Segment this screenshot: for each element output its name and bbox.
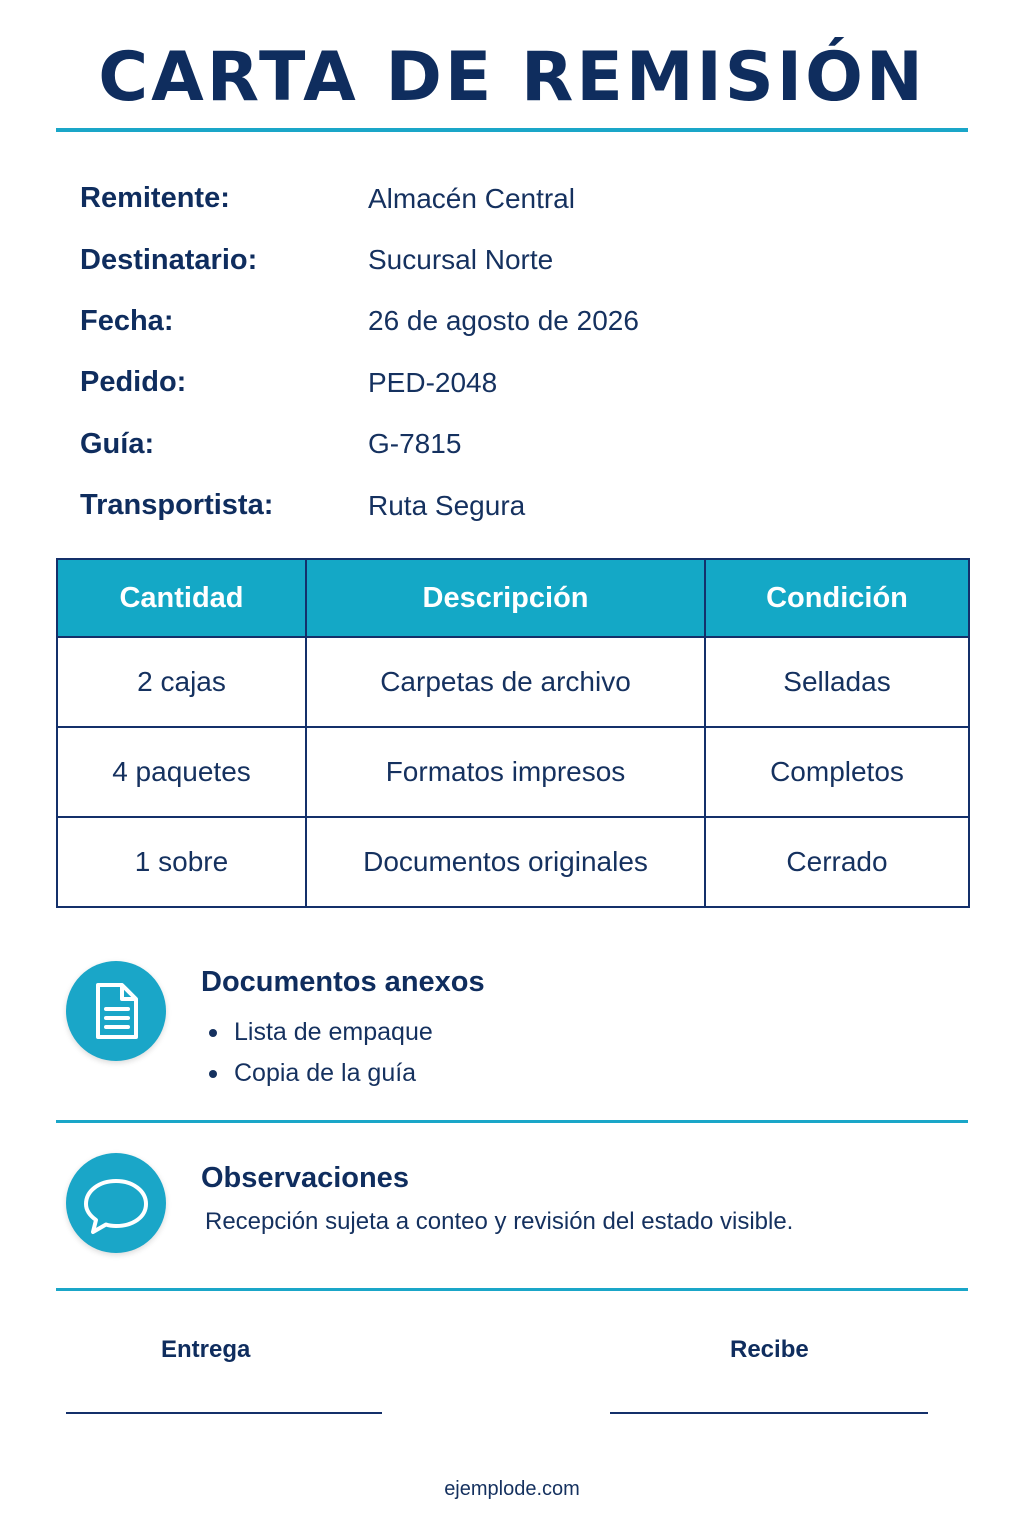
signature-label-receives: Recibe [730,1336,809,1363]
table-cell: 2 cajas [57,637,306,727]
info-row-date [80,291,960,352]
info-label: Transportista: [80,489,274,522]
annexes-list [206,1012,433,1094]
column-header-condition: Condición [705,559,969,637]
table-row [57,637,969,727]
table-cell: Documentos originales [306,817,705,907]
signature-line-delivers [66,1412,382,1414]
section-divider [56,1288,968,1291]
signature-label-delivers: Entrega [161,1336,251,1363]
info-label: Remitente: [80,182,230,215]
info-row-carrier [80,475,960,536]
column-header-quantity: Cantidad [57,559,306,637]
info-row-order [80,352,960,413]
table-row [57,817,969,907]
info-value: Ruta Segura [368,489,526,521]
signature-line-receives [610,1412,928,1414]
table-cell: 4 paquetes [57,727,306,817]
info-value: G-7815 [368,428,462,460]
table-cell: Cerrado [705,817,969,907]
table-cell: Completos [705,727,969,817]
items-table [56,558,970,908]
info-row-sender [80,168,960,229]
observations-text: Recepción sujeta a conteo y revisión del estado visible. [205,1208,794,1235]
table-cell: Carpetas de archivo [306,637,705,727]
section-divider [56,1120,968,1123]
info-block [80,168,960,536]
info-label: Guía: [80,427,155,460]
info-label: Fecha: [80,304,174,337]
column-header-description: Descripción [306,559,705,637]
list-item: Lista de empaque [206,1012,433,1053]
info-label: Pedido: [80,366,187,399]
info-row-guide [80,414,960,475]
page-title: CARTA DE REMISIÓN [98,38,926,117]
observations-title: Observaciones [201,1162,409,1194]
document-icon [66,961,166,1061]
list-item: Copia de la guía [206,1053,433,1094]
info-label: Destinatario: [80,243,258,276]
table-cell: 1 sobre [57,817,306,907]
table-cell: Formatos impresos [306,727,705,817]
annexes-title: Documentos anexos [201,966,485,998]
info-value: PED-2048 [368,366,498,398]
table-cell: Selladas [705,637,969,727]
table-header-row [57,559,969,637]
info-value: Almacén Central [368,182,575,214]
info-value: 26 de agosto de 2026 [368,305,639,337]
info-value: Sucursal Norte [368,244,554,276]
speech-bubble-icon [66,1153,166,1253]
info-row-recipient [80,229,960,290]
footer-site: ejemplode.com [444,1478,580,1500]
table-row [57,727,969,817]
title-divider [56,128,968,132]
